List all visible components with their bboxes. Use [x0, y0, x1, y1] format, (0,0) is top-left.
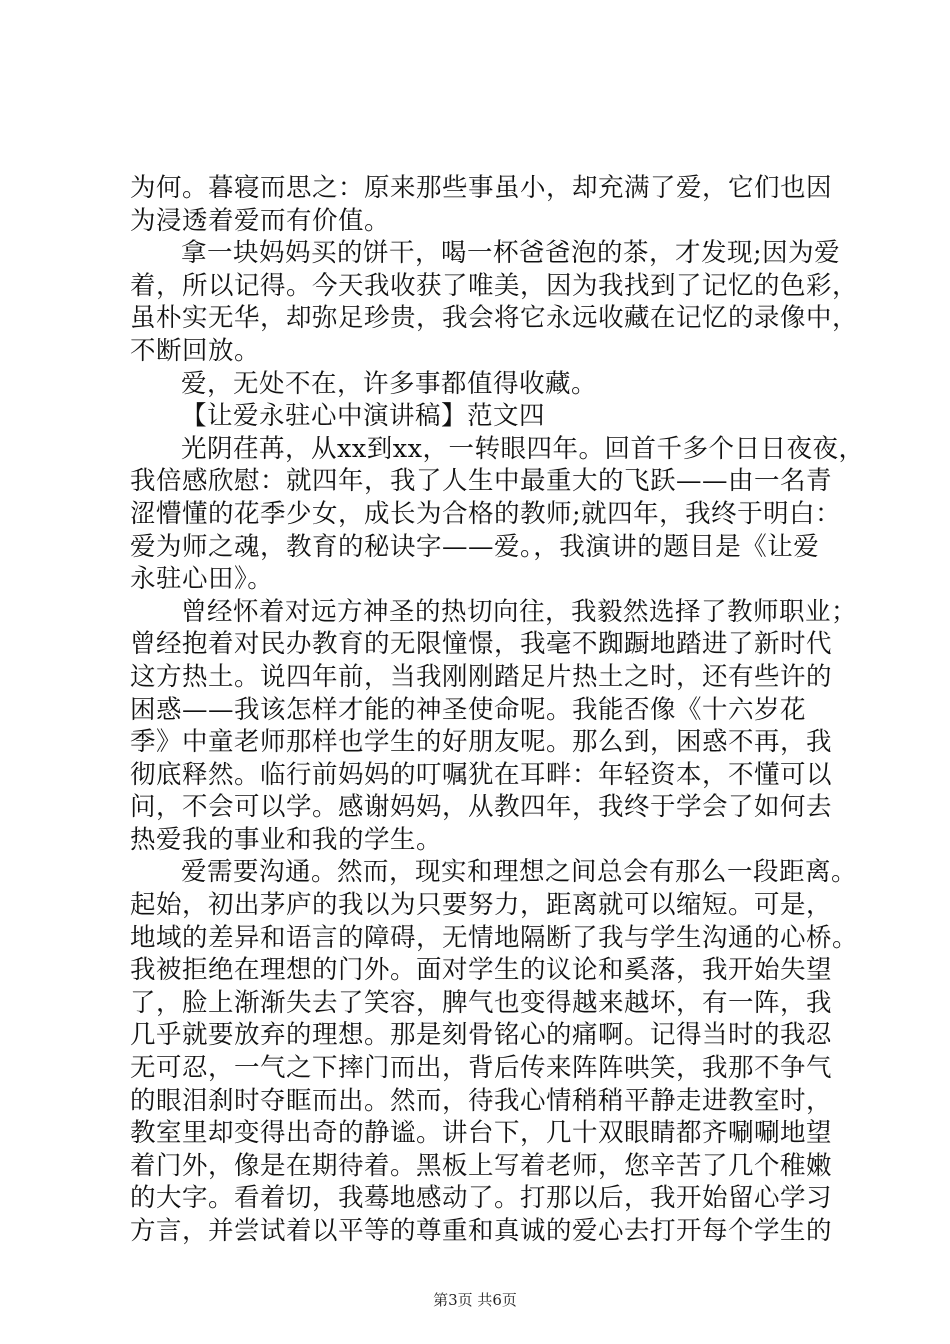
text-line: 爱需要沟通。然而，现实和理想之间总会有那么一段距离。 — [181, 857, 858, 888]
text-line: 彻底释然。临行前妈妈的叮嘱犹在耳畔：年轻资本，不懂可以 — [130, 759, 833, 790]
text-line: 这方热土。说四年前，当我刚刚踏足片热土之时，还有些许的 — [130, 661, 833, 692]
text-line: 我倍感欣慰：就四年，我了人生中最重大的飞跃——由一名青 — [130, 466, 833, 497]
text-line: 涩懵懂的花季少女，成长为合格的教师;就四年，我终于明白： — [130, 498, 842, 529]
text-line: 地域的差异和语言的障碍，无情地隔断了我与学生沟通的心桥。 — [130, 922, 859, 953]
text-line: 起始，初出茅庐的我以为只要努力，距离就可以缩短。可是， — [130, 890, 833, 921]
document-body — [130, 172, 865, 1248]
page-number-footer: 第3页 共6页 — [433, 1291, 517, 1309]
text-line: 几乎就要放弃的理想。那是刻骨铭心的痛啊。记得当时的我忍 — [130, 1020, 833, 1051]
text-line: 着门外，像是在期待着。黑板上写着老师，您辛苦了几个稚嫩 — [130, 1150, 833, 1181]
text-line: 季》中童老师那样也学生的好朋友呢。那么到，困惑不再，我 — [130, 727, 833, 758]
text-line: 曾经抱着对民办教育的无限憧憬，我毫不踟蹰地踏进了新时代 — [130, 629, 833, 660]
text-line: 教室里却变得出奇的静谧。讲台下，几十双眼睛都齐唰唰地望 — [130, 1118, 833, 1149]
text-line: 为何。暮寝而思之：原来那些事虽小，却充满了爱，它们也因 — [130, 173, 833, 203]
text-line: 无可忍，一气之下摔门而出，背后传来阵阵哄笑，我那不争气 — [130, 1053, 833, 1084]
text-line: 的大字。看着切，我蓦地感动了。打那以后，我开始留心学习 — [130, 1183, 833, 1214]
text-line: 不断回放。 — [130, 335, 261, 366]
text-line: 光阴荏苒，从xx到xx，一转眼四年。回首千多个日日夜夜， — [181, 433, 865, 464]
text-line: 曾经怀着对远方神圣的热切向往，我毅然选择了教师职业； — [181, 596, 858, 627]
text-line: 拿一块妈妈买的饼干，喝一杯爸爸泡的茶，才发现;因为爱 — [181, 238, 841, 269]
text-line: 方言，并尝试着以平等的尊重和真诚的爱心去打开每个学生的 — [130, 1216, 833, 1246]
text-line: 虽朴实无华，却弥足珍贵，我会将它永远收藏在记忆的录像中， — [130, 303, 859, 334]
text-line: 了，脸上渐渐失去了笑容，脾气也变得越来越坏，有一阵，我 — [130, 987, 833, 1018]
text-line: 问，不会可以学。感谢妈妈，从教四年，我终于学会了如何去 — [130, 792, 833, 823]
text-line: 着，所以记得。今天我收获了唯美，因为我找到了记忆的色彩， — [130, 270, 859, 301]
text-line: 困惑——我该怎样才能的神圣使命呢。我能否像《十六岁花 — [130, 694, 807, 725]
text-line: 我被拒绝在理想的门外。面对学生的议论和奚落，我开始失望 — [130, 955, 833, 986]
text-line: 热爱我的事业和我的学生。 — [130, 824, 443, 855]
text-line: 【让爱永驻心中演讲稿】范文四 — [181, 401, 546, 432]
text-line: 的眼泪刹时夺眶而出。然而，待我心情稍稍平静走进教室时， — [130, 1085, 833, 1116]
text-line: 爱为师之魂，教育的秘诀字——爱。，我演讲的题目是《让爱 — [130, 531, 820, 562]
text-line: 爱，无处不在，许多事都值得收藏。 — [181, 368, 598, 399]
text-line: 为浸透着爱而有价值。 — [130, 205, 391, 236]
text-line: 永驻心田》。 — [130, 564, 274, 595]
